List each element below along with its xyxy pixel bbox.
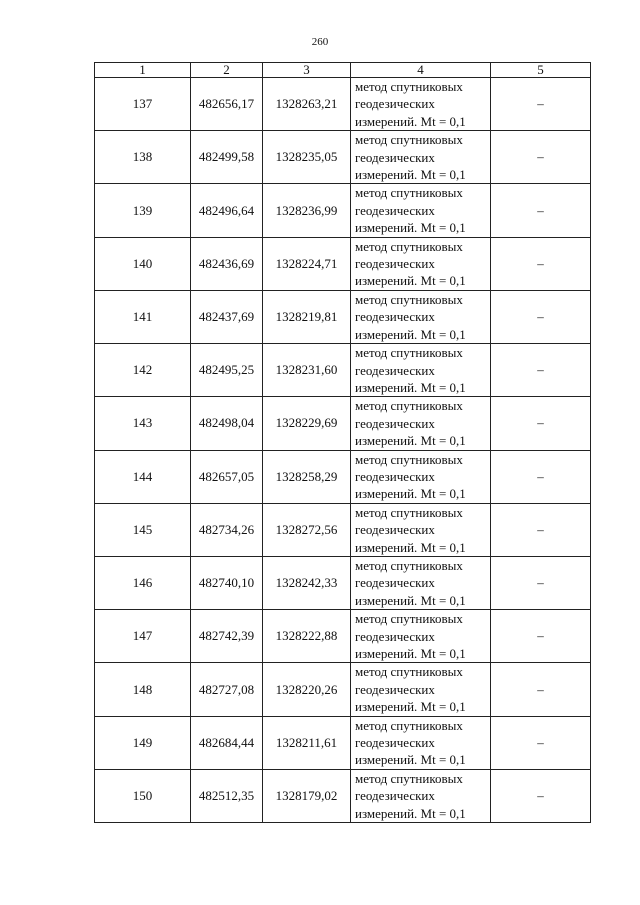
table-row xyxy=(95,663,591,716)
method-cell xyxy=(351,397,491,450)
method-line: метод спутниковых xyxy=(355,79,463,94)
point-number-cell: 139 xyxy=(95,184,191,237)
y-coordinate-cell: 1328229,69 xyxy=(263,397,351,450)
y-coordinate-cell: 1328235,05 xyxy=(263,131,351,184)
header-cell-2: 2 xyxy=(191,63,263,78)
table-row xyxy=(95,556,591,609)
method-cell xyxy=(351,131,491,184)
note-cell: – xyxy=(491,78,591,131)
y-coordinate-cell: 1328220,26 xyxy=(263,663,351,716)
header-cell-3: 3 xyxy=(263,63,351,78)
x-coordinate-cell: 482512,35 xyxy=(191,769,263,822)
method-line: метод спутниковых xyxy=(355,345,463,361)
method-cell xyxy=(351,184,491,237)
point-number-cell: 144 xyxy=(95,450,191,503)
x-coordinate-cell: 482437,69 xyxy=(191,290,263,343)
method-line: метод спутниковых xyxy=(355,132,463,148)
table-row xyxy=(95,290,591,343)
table-row xyxy=(95,397,591,450)
table-row xyxy=(95,610,591,663)
x-coordinate-cell: 482499,58 xyxy=(191,131,263,184)
y-coordinate-cell: 1328222,88 xyxy=(263,610,351,663)
note-cell: – xyxy=(491,769,591,822)
x-coordinate-cell: 482734,26 xyxy=(191,503,263,556)
method-line: метод спутниковых xyxy=(355,557,463,573)
method-line: метод спутниковых xyxy=(355,717,463,733)
y-coordinate-cell: 1328219,81 xyxy=(263,290,351,343)
x-coordinate-cell: 482740,10 xyxy=(191,556,263,609)
header-cell-5: 5 xyxy=(491,63,591,78)
note-cell: – xyxy=(491,556,591,609)
table-row xyxy=(95,716,591,769)
x-coordinate-cell: 482498,04 xyxy=(191,397,263,450)
method-line: геодезических xyxy=(355,575,435,591)
header-cell-4: 4 xyxy=(351,63,491,78)
y-coordinate-cell: 1328179,02 xyxy=(263,769,351,822)
method-cell xyxy=(351,556,491,609)
method-cell xyxy=(351,237,491,290)
point-number-cell: 149 xyxy=(95,716,191,769)
x-coordinate-cell: 482436,69 xyxy=(191,237,263,290)
method-cell xyxy=(351,769,491,822)
method-cell xyxy=(351,503,491,556)
method-line: измерений. Mt = 0,1 xyxy=(355,592,466,608)
method-line: измерений. Mt = 0,1 xyxy=(355,486,466,502)
note-cell: – xyxy=(491,237,591,290)
y-coordinate-cell: 1328272,56 xyxy=(263,503,351,556)
table-body xyxy=(95,78,591,823)
table-row xyxy=(95,184,591,237)
x-coordinate-cell: 482727,08 xyxy=(191,663,263,716)
x-coordinate-cell: 482496,64 xyxy=(191,184,263,237)
point-number-cell: 142 xyxy=(95,344,191,397)
method-line: геодезических xyxy=(355,468,435,484)
method-line: метод спутниковых xyxy=(355,398,463,414)
method-line: геодезических xyxy=(355,681,435,697)
y-coordinate-cell: 1328236,99 xyxy=(263,184,351,237)
x-coordinate-cell: 482657,05 xyxy=(191,450,263,503)
point-number-cell: 138 xyxy=(95,131,191,184)
method-line: измерений. Mt = 0,1 xyxy=(355,273,466,289)
method-line: измерений. Mt = 0,1 xyxy=(355,539,466,555)
method-line: измерений. Mt = 0,1 xyxy=(355,699,466,715)
note-cell: – xyxy=(491,131,591,184)
table-row xyxy=(95,344,591,397)
note-cell: – xyxy=(491,663,591,716)
point-number-cell: 148 xyxy=(95,663,191,716)
note-cell: – xyxy=(491,397,591,450)
method-line: метод спутниковых xyxy=(355,504,463,520)
method-line: измерений. Mt = 0,1 xyxy=(355,113,466,129)
note-cell: – xyxy=(491,344,591,397)
method-line: измерений. Mt = 0,1 xyxy=(355,326,466,342)
table-row xyxy=(95,503,591,556)
point-number-cell: 140 xyxy=(95,237,191,290)
note-cell: – xyxy=(491,503,591,556)
table-row xyxy=(95,237,591,290)
method-cell xyxy=(351,610,491,663)
method-line: геодезических xyxy=(355,96,435,112)
coordinates-table xyxy=(94,62,591,823)
method-line: геодезических xyxy=(355,788,435,804)
point-number-cell: 147 xyxy=(95,610,191,663)
method-line: измерений. Mt = 0,1 xyxy=(355,752,466,768)
point-number-cell: 146 xyxy=(95,556,191,609)
note-cell: – xyxy=(491,716,591,769)
y-coordinate-cell: 1328258,29 xyxy=(263,450,351,503)
method-line: геодезических xyxy=(355,522,435,538)
method-line: измерений. Mt = 0,1 xyxy=(355,646,466,661)
table-row xyxy=(95,78,591,131)
method-cell xyxy=(351,344,491,397)
method-line: измерений. Mt = 0,1 xyxy=(355,805,466,821)
point-number-cell: 150 xyxy=(95,769,191,822)
note-cell: – xyxy=(491,450,591,503)
method-line: геодезических xyxy=(355,149,435,165)
method-line: метод спутниковых xyxy=(355,238,463,254)
method-line: метод спутниковых xyxy=(355,611,463,627)
method-line: метод спутниковых xyxy=(355,664,463,680)
method-line: геодезических xyxy=(355,415,435,431)
point-number-cell: 141 xyxy=(95,290,191,343)
y-coordinate-cell: 1328231,60 xyxy=(263,344,351,397)
method-line: метод спутниковых xyxy=(355,185,463,201)
method-cell xyxy=(351,290,491,343)
method-line: измерений. Mt = 0,1 xyxy=(355,433,466,449)
method-line: геодезических xyxy=(355,628,435,644)
method-line: геодезических xyxy=(355,309,435,325)
point-number-cell: 145 xyxy=(95,503,191,556)
method-line: геодезических xyxy=(355,202,435,218)
method-line: метод спутниковых xyxy=(355,451,463,467)
method-line: метод спутниковых xyxy=(355,770,463,786)
method-cell xyxy=(351,716,491,769)
point-number-cell: 143 xyxy=(95,397,191,450)
note-cell: – xyxy=(491,184,591,237)
table-row xyxy=(95,450,591,503)
method-line: измерений. Mt = 0,1 xyxy=(355,220,466,236)
method-line: геодезических xyxy=(355,735,435,751)
header-cell-1: 1 xyxy=(95,63,191,78)
y-coordinate-cell: 1328242,33 xyxy=(263,556,351,609)
method-line: измерений. Mt = 0,1 xyxy=(355,379,466,395)
page-number: 260 xyxy=(311,36,329,48)
method-line: геодезических xyxy=(355,256,435,272)
method-cell xyxy=(351,78,491,131)
x-coordinate-cell: 482495,25 xyxy=(191,344,263,397)
method-cell xyxy=(351,450,491,503)
x-coordinate-cell: 482684,44 xyxy=(191,716,263,769)
x-coordinate-cell: 482742,39 xyxy=(191,610,263,663)
x-coordinate-cell: 482656,17 xyxy=(191,78,263,131)
y-coordinate-cell: 1328263,21 xyxy=(263,78,351,131)
point-number-cell: 137 xyxy=(95,78,191,131)
y-coordinate-cell: 1328211,61 xyxy=(263,716,351,769)
table-row xyxy=(95,131,591,184)
method-line: метод спутниковых xyxy=(355,291,463,307)
y-coordinate-cell: 1328224,71 xyxy=(263,237,351,290)
note-cell: – xyxy=(491,610,591,663)
method-cell xyxy=(351,663,491,716)
note-cell: – xyxy=(491,290,591,343)
method-line: измерений. Mt = 0,1 xyxy=(355,167,466,183)
method-line: геодезических xyxy=(355,362,435,378)
table-header xyxy=(95,63,591,78)
table-row xyxy=(95,769,591,822)
header-row xyxy=(95,63,591,78)
